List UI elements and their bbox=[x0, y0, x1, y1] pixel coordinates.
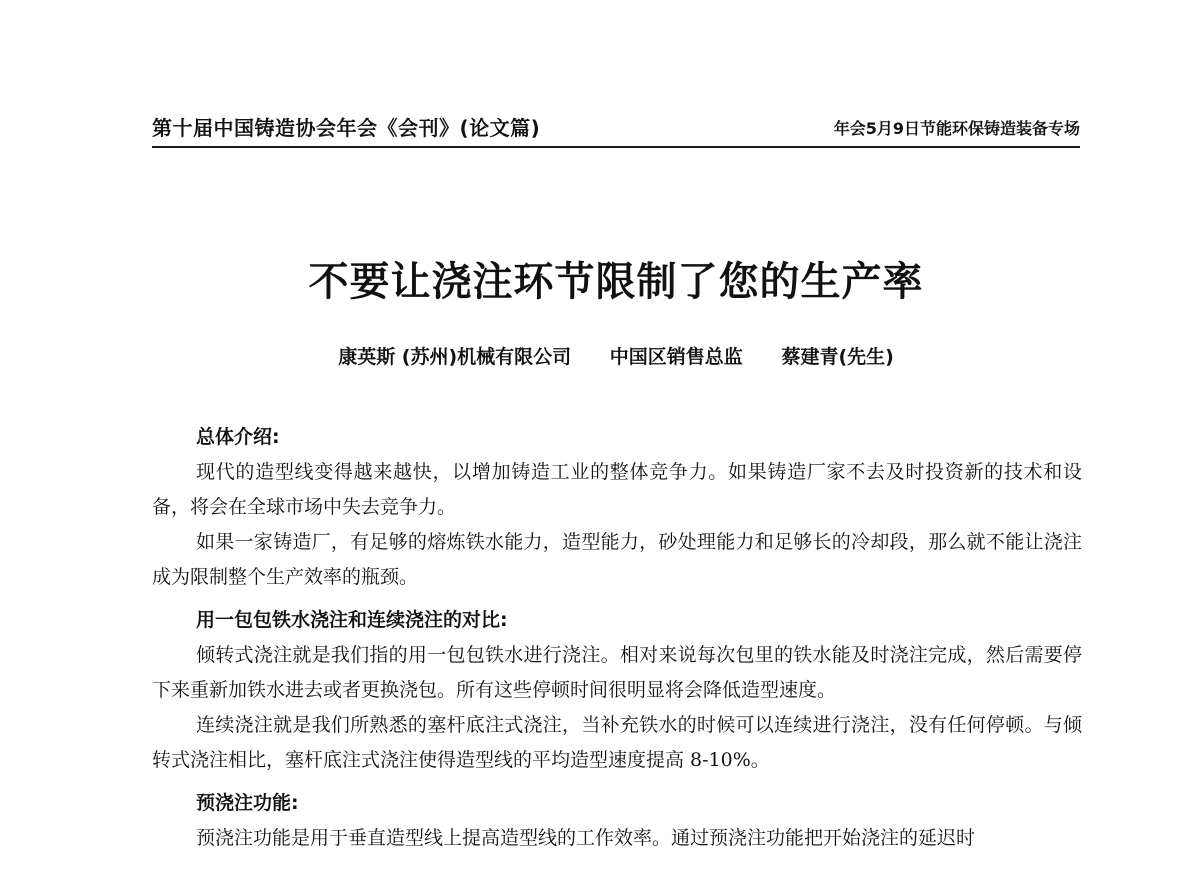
paragraph: 倾转式浇注就是我们指的用一包包铁水进行浇注。相对来说每次包里的铁水能及时浇注完成，然后需要停下来重新加铁水进去或者更换浇包。所有这些停顿时间很明显将会降低造型速度。 bbox=[152, 644, 1082, 701]
section-comparison bbox=[152, 603, 1082, 778]
journal-title: 第十届中国铸造协会年会《会刊》(论文篇) bbox=[152, 116, 541, 140]
paragraph: 连续浇注就是我们所熟悉的塞杆底注式浇注，当补充铁水的时候可以连续进行浇注，没有任何停顿。与倾转式浇注相比，塞杆底注式浇注使得造型线的平均造型速度提高 8-10%。 bbox=[152, 714, 1082, 771]
section-heading: 总体介绍: bbox=[196, 426, 280, 448]
paragraph: 现代的造型线变得越来越快，以增加铸造工业的整体竞争力。如果铸造厂家不去及时投资新的技术和设备，将会在全球市场中失去竞争力。 bbox=[152, 461, 1082, 518]
section-overview bbox=[152, 420, 1082, 595]
author-name: 蔡建青(先生) bbox=[781, 346, 894, 368]
paragraph: 如果一家铸造厂，有足够的熔炼铁水能力，造型能力，砂处理能力和足够长的冷却段，那么就不能让浇注成为限制整个生产效率的瓶颈。 bbox=[152, 531, 1082, 588]
running-header bbox=[152, 110, 1080, 148]
section-prepour bbox=[152, 786, 1082, 856]
paragraph: 预浇注功能是用于垂直造型线上提高造型线的工作效率。通过预浇注功能把开始浇注的延迟时 bbox=[196, 827, 976, 849]
section-heading: 用一包包铁水浇注和连续浇注的对比: bbox=[196, 609, 508, 631]
session-title: 年会5月9日节能环保铸造装备专场 bbox=[833, 119, 1080, 138]
author-company: 康英斯 (苏州)机械有限公司 bbox=[338, 346, 572, 368]
article-body bbox=[152, 420, 1082, 856]
section-heading: 预浇注功能: bbox=[196, 792, 299, 814]
author-line bbox=[0, 342, 1200, 369]
article-title: 不要让浇注环节限制了您的生产率 bbox=[308, 259, 924, 305]
author-position: 中国区销售总监 bbox=[609, 346, 743, 368]
